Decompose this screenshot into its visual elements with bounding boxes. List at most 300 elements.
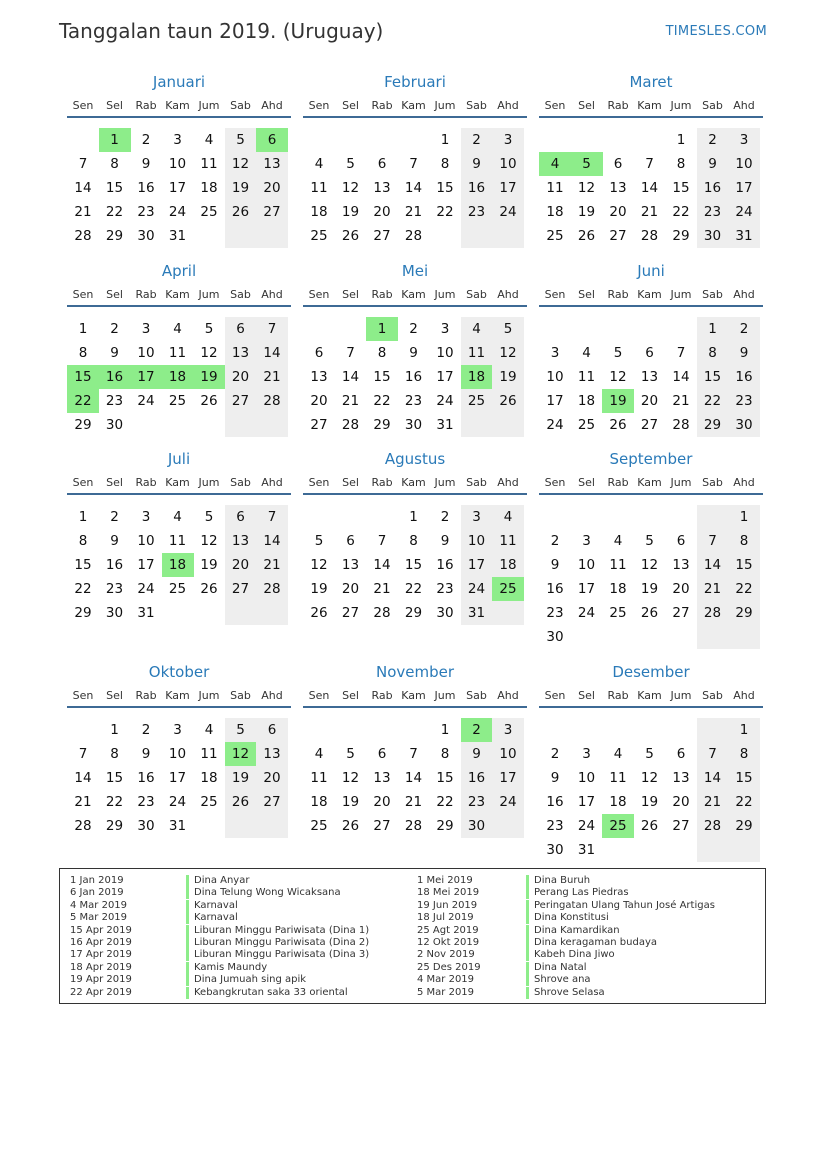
weekday-header: Sab	[466, 689, 487, 702]
brand-link[interactable]: TIMESLES.COM	[665, 24, 767, 39]
day-cell: 18	[310, 794, 328, 810]
legend-date: 18 Jul 2019	[417, 912, 474, 924]
weekday-header: Ahd	[261, 689, 283, 702]
day-cell: 12	[200, 345, 218, 361]
day-cell: 6	[256, 718, 288, 742]
day-cell: 12	[341, 180, 360, 196]
day-cell: 20	[256, 766, 288, 790]
legend-color-marker	[526, 887, 529, 899]
day-cell: 9	[550, 557, 560, 573]
day-cell: 4	[613, 746, 623, 762]
day-cell: 22	[728, 790, 760, 814]
day-cell: 3	[492, 128, 524, 152]
legend-date: 17 Apr 2019	[70, 949, 132, 961]
weekday-header: Sen	[72, 476, 94, 489]
legend-holiday-name: Dina Kamardikan	[534, 924, 620, 936]
holiday-day-cell: 22	[67, 389, 99, 413]
empty-cell	[571, 505, 603, 529]
holiday-day-cell: 25	[492, 577, 524, 601]
day-cell: 7	[346, 345, 355, 361]
weekday-header: Kam	[401, 689, 426, 702]
day-cell: 2	[141, 132, 151, 148]
empty-cell	[634, 317, 666, 341]
day-cell: 6	[346, 533, 355, 549]
day-cell: 5	[204, 321, 214, 337]
legend-color-marker	[186, 900, 189, 912]
empty-cell	[398, 128, 430, 152]
day-cell: 10	[492, 152, 524, 176]
day-cell: 1	[697, 317, 729, 341]
weekday-header: Sab	[702, 476, 723, 489]
weekday-header: Ahd	[497, 689, 519, 702]
empty-cell	[602, 317, 634, 341]
day-cell: 13	[672, 770, 690, 786]
weekday-header: Ahd	[733, 689, 755, 702]
empty-cell	[492, 224, 524, 248]
day-cell: 20	[672, 581, 690, 597]
legend-holiday-name: Kabeh Dina Jiwo	[534, 949, 615, 961]
day-cell: 1	[78, 509, 88, 525]
empty-cell	[539, 128, 571, 152]
weekday-header: Sab	[466, 476, 487, 489]
day-cell: 26	[341, 228, 360, 244]
legend-date: 1 Mei 2019	[417, 875, 473, 886]
day-cell: 31	[168, 818, 187, 834]
day-cell: 24	[461, 577, 493, 601]
day-cell: 6	[225, 505, 257, 529]
day-cell: 19	[200, 557, 218, 573]
day-cell: 18	[577, 393, 596, 409]
empty-cell	[602, 128, 634, 152]
weekday-header: Sen	[308, 288, 330, 301]
day-cell: 23	[105, 393, 124, 409]
day-cell: 5	[314, 533, 324, 549]
legend-holiday-name: Perang Las Piedras	[534, 887, 629, 899]
day-cell: 24	[137, 393, 155, 409]
day-cell: 27	[310, 417, 328, 433]
day-cell: 20	[672, 794, 690, 810]
day-cell: 26	[225, 200, 257, 224]
day-cell: 3	[582, 746, 591, 762]
day-cell: 22	[436, 794, 454, 810]
legend-date: 4 Mar 2019	[417, 974, 475, 986]
empty-cell	[634, 505, 666, 529]
day-cell: 12	[310, 557, 328, 573]
day-cell: 16	[461, 766, 493, 790]
day-cell: 31	[577, 842, 596, 858]
day-cell: 28	[341, 417, 360, 433]
month-name: Februari	[384, 73, 446, 91]
day-cell: 22	[404, 581, 423, 597]
day-cell: 19	[492, 365, 524, 389]
day-cell: 21	[640, 204, 659, 220]
legend-date: 18 Apr 2019	[70, 961, 132, 973]
day-cell: 30	[105, 605, 124, 621]
weekday-header: Kam	[165, 476, 190, 489]
weekday-header: Sen	[544, 689, 566, 702]
empty-cell	[665, 718, 697, 742]
day-cell: 4	[173, 321, 182, 337]
weekday-header: Jum	[198, 689, 220, 702]
day-cell: 30	[137, 818, 155, 834]
day-cell: 20	[225, 365, 257, 389]
day-cell: 3	[440, 321, 450, 337]
day-cell: 13	[672, 557, 690, 573]
day-cell: 15	[436, 180, 454, 196]
day-cell: 17	[728, 176, 760, 200]
weekday-header: Ahd	[733, 99, 755, 112]
day-cell: 7	[676, 345, 686, 361]
day-cell: 23	[728, 389, 760, 413]
weekday-header: Kam	[637, 288, 662, 301]
day-cell: 25	[546, 228, 564, 244]
weekday-header: Rab	[135, 476, 157, 489]
empty-cell	[303, 505, 335, 529]
day-cell: 16	[404, 369, 423, 385]
legend-holiday-name: Shrove Selasa	[534, 986, 605, 998]
day-cell: 15	[74, 557, 92, 573]
day-cell: 16	[137, 770, 155, 786]
day-cell: 24	[168, 794, 187, 810]
empty-cell	[225, 814, 257, 838]
holiday-day-cell: 17	[130, 365, 162, 389]
day-cell: 27	[225, 577, 257, 601]
weekday-header: Sab	[230, 288, 251, 301]
weekday-header: Sel	[578, 99, 595, 112]
day-cell: 15	[373, 369, 391, 385]
day-cell: 2	[141, 722, 151, 738]
day-cell: 11	[609, 557, 627, 573]
day-cell: 18	[492, 553, 524, 577]
day-cell: 13	[640, 369, 659, 385]
day-cell: 27	[341, 605, 360, 621]
day-cell: 6	[377, 746, 387, 762]
legend-color-marker	[526, 912, 529, 924]
day-cell: 14	[404, 180, 423, 196]
legend-color-marker	[186, 925, 189, 937]
weekday-header: Sab	[466, 288, 487, 301]
day-cell: 17	[546, 393, 564, 409]
weekday-header: Sab	[702, 99, 723, 112]
day-cell: 19	[310, 581, 328, 597]
day-cell: 4	[582, 345, 591, 361]
legend-date: 1 Jan 2019	[70, 875, 124, 886]
day-cell: 19	[341, 794, 360, 810]
day-cell: 20	[609, 204, 627, 220]
empty-cell	[665, 838, 697, 862]
empty-cell	[335, 317, 367, 341]
day-cell: 13	[225, 529, 257, 553]
day-cell: 26	[640, 818, 659, 834]
legend-color-marker	[186, 987, 189, 999]
holiday-day-cell: 19	[193, 365, 225, 389]
legend-date: 6 Jan 2019	[70, 887, 124, 899]
day-cell: 1	[110, 722, 119, 738]
day-cell: 7	[377, 533, 387, 549]
day-cell: 10	[168, 156, 187, 172]
empty-cell	[602, 625, 634, 649]
weekday-header: Sel	[342, 476, 359, 489]
day-cell: 9	[110, 533, 119, 549]
day-cell: 9	[697, 152, 729, 176]
empty-cell	[193, 224, 225, 248]
empty-cell	[461, 413, 493, 437]
day-cell: 22	[373, 393, 391, 409]
day-cell: 22	[105, 794, 124, 810]
day-cell: 17	[436, 369, 454, 385]
header-rule	[67, 706, 291, 708]
legend-date: 5 Mar 2019	[417, 986, 475, 998]
weekday-header: Jum	[434, 689, 456, 702]
day-cell: 13	[310, 369, 328, 385]
day-cell: 20	[341, 581, 360, 597]
holiday-day-cell: 18	[162, 365, 194, 389]
empty-cell	[634, 128, 666, 152]
holiday-day-cell: 16	[99, 365, 131, 389]
day-cell: 16	[137, 180, 155, 196]
day-cell: 6	[314, 345, 324, 361]
day-cell: 7	[409, 156, 418, 172]
legend-date: 18 Mei 2019	[417, 887, 480, 899]
day-cell: 21	[697, 790, 729, 814]
legend-color-marker	[526, 875, 529, 887]
legend-holiday-name: Kebangkrutan saka 33 oriental	[194, 986, 348, 998]
weekday-header: Sen	[72, 288, 94, 301]
day-cell: 3	[492, 718, 524, 742]
day-cell: 22	[672, 204, 690, 220]
day-cell: 7	[645, 156, 654, 172]
day-cell: 21	[341, 393, 360, 409]
day-cell: 10	[546, 369, 564, 385]
weekday-header: Jum	[198, 99, 220, 112]
legend-date: 19 Apr 2019	[70, 974, 132, 986]
day-cell: 29	[436, 818, 454, 834]
weekday-header: Kam	[401, 99, 426, 112]
empty-cell	[162, 413, 194, 437]
empty-cell	[193, 814, 225, 838]
day-cell: 6	[645, 345, 654, 361]
day-cell: 16	[546, 794, 564, 810]
day-cell: 12	[200, 533, 218, 549]
holiday-day-cell: 18	[162, 553, 194, 577]
day-cell: 5	[225, 128, 257, 152]
day-cell: 11	[492, 529, 524, 553]
day-cell: 2	[110, 509, 119, 525]
legend-date: 12 Okt 2019	[417, 937, 480, 948]
day-cell: 18	[609, 794, 627, 810]
day-cell: 6	[676, 746, 686, 762]
day-cell: 8	[78, 345, 88, 361]
legend-holiday-name: Dina Natal	[534, 961, 587, 973]
day-cell: 9	[409, 345, 418, 361]
day-cell: 8	[409, 533, 418, 549]
weekday-header: Ahd	[261, 476, 283, 489]
day-cell: 20	[310, 393, 328, 409]
empty-cell	[728, 625, 760, 649]
day-cell: 29	[404, 605, 423, 621]
day-cell: 28	[697, 814, 729, 838]
weekday-header: Sab	[466, 99, 487, 112]
day-cell: 23	[461, 200, 493, 224]
day-cell: 14	[256, 341, 288, 365]
day-cell: 14	[373, 557, 391, 573]
day-cell: 28	[74, 228, 92, 244]
day-cell: 28	[697, 601, 729, 625]
day-cell: 14	[404, 770, 423, 786]
holiday-day-cell: 6	[256, 128, 288, 152]
day-cell: 4	[314, 746, 324, 762]
day-cell: 11	[200, 156, 218, 172]
day-cell: 27	[609, 228, 627, 244]
weekday-header: Jum	[434, 288, 456, 301]
day-cell: 9	[550, 770, 560, 786]
day-cell: 9	[461, 742, 493, 766]
day-cell: 15	[672, 180, 690, 196]
weekday-header: Kam	[637, 476, 662, 489]
day-cell: 25	[310, 228, 328, 244]
day-cell: 29	[74, 605, 92, 621]
empty-cell	[256, 601, 288, 625]
header-rule	[539, 706, 763, 708]
day-cell: 20	[256, 176, 288, 200]
day-cell: 8	[377, 345, 387, 361]
month-name: Oktober	[148, 663, 210, 681]
day-cell: 29	[672, 228, 690, 244]
weekday-header: Sel	[342, 288, 359, 301]
empty-cell	[634, 718, 666, 742]
empty-cell	[225, 224, 257, 248]
empty-cell	[225, 601, 257, 625]
day-cell: 23	[461, 790, 493, 814]
day-cell: 19	[577, 204, 596, 220]
day-cell: 3	[141, 509, 151, 525]
weekday-header: Rab	[371, 476, 393, 489]
day-cell: 20	[373, 794, 391, 810]
header-rule	[67, 116, 291, 118]
day-cell: 11	[200, 746, 218, 762]
day-cell: 16	[105, 557, 124, 573]
weekday-header: Kam	[637, 689, 662, 702]
day-cell: 29	[373, 417, 391, 433]
day-cell: 6	[613, 156, 623, 172]
day-cell: 10	[577, 557, 596, 573]
day-cell: 11	[310, 180, 328, 196]
day-cell: 14	[672, 369, 690, 385]
day-cell: 5	[346, 156, 355, 172]
day-cell: 18	[200, 180, 218, 196]
weekday-header: Jum	[670, 99, 692, 112]
legend-color-marker	[526, 949, 529, 961]
legend-color-marker	[186, 937, 189, 949]
day-cell: 26	[341, 818, 360, 834]
day-cell: 15	[105, 770, 124, 786]
day-cell: 21	[256, 553, 288, 577]
day-cell: 17	[577, 794, 596, 810]
weekday-header: Jum	[670, 689, 692, 702]
day-cell: 5	[204, 509, 214, 525]
day-cell: 11	[609, 770, 627, 786]
day-cell: 30	[546, 629, 564, 645]
month-name: April	[161, 262, 197, 280]
weekday-header: Sab	[702, 689, 723, 702]
day-cell: 3	[173, 132, 182, 148]
day-cell: 14	[74, 180, 92, 196]
empty-cell	[193, 601, 225, 625]
day-cell: 23	[436, 581, 454, 597]
empty-cell	[193, 413, 225, 437]
day-cell: 7	[697, 529, 729, 553]
legend-holiday-name: Shrove ana	[534, 974, 591, 986]
day-cell: 8	[440, 156, 450, 172]
legend-date: 4 Mar 2019	[70, 899, 128, 911]
empty-cell	[602, 718, 634, 742]
day-cell: 21	[74, 794, 92, 810]
day-cell: 15	[728, 766, 760, 790]
day-cell: 11	[168, 345, 187, 361]
day-cell: 9	[141, 746, 151, 762]
empty-cell	[492, 601, 524, 625]
empty-cell	[303, 317, 335, 341]
holiday-day-cell: 5	[571, 152, 603, 176]
weekday-header: Kam	[637, 99, 662, 112]
day-cell: 22	[105, 204, 124, 220]
day-cell: 9	[440, 533, 450, 549]
day-cell: 8	[110, 156, 119, 172]
weekday-header: Sab	[230, 99, 251, 112]
empty-cell	[634, 625, 666, 649]
legend-color-marker	[526, 987, 529, 999]
day-cell: 2	[110, 321, 119, 337]
day-cell: 23	[404, 393, 423, 409]
legend-color-marker	[526, 974, 529, 986]
day-cell: 6	[676, 533, 686, 549]
day-cell: 10	[577, 770, 596, 786]
day-cell: 27	[256, 790, 288, 814]
day-cell: 28	[74, 818, 92, 834]
day-cell: 24	[577, 818, 596, 834]
weekday-header: Rab	[371, 99, 393, 112]
weekday-header: Ahd	[261, 99, 283, 112]
day-cell: 6	[377, 156, 387, 172]
day-cell: 28	[404, 228, 423, 244]
legend-date: 25 Des 2019	[417, 961, 481, 973]
day-cell: 2	[550, 533, 560, 549]
legend-holiday-name: Liburan Minggu Pariwisata (Dina 2)	[194, 937, 370, 948]
day-cell: 13	[225, 341, 257, 365]
day-cell: 30	[728, 413, 760, 437]
day-cell: 19	[640, 794, 659, 810]
empty-cell	[303, 718, 335, 742]
day-cell: 31	[168, 228, 187, 244]
empty-cell	[602, 505, 634, 529]
empty-cell	[571, 625, 603, 649]
empty-cell	[697, 625, 729, 649]
legend-color-marker	[526, 937, 529, 949]
day-cell: 4	[461, 317, 493, 341]
day-cell: 19	[225, 766, 257, 790]
legend-holiday-name: Dina Buruh	[534, 875, 591, 886]
day-cell: 27	[672, 605, 690, 621]
holiday-day-cell: 4	[539, 152, 571, 176]
day-cell: 4	[314, 156, 324, 172]
day-cell: 7	[78, 156, 88, 172]
legend-color-marker	[186, 962, 189, 974]
day-cell: 19	[640, 581, 659, 597]
day-cell: 18	[609, 581, 627, 597]
day-cell: 12	[225, 152, 257, 176]
day-cell: 1	[728, 718, 760, 742]
weekday-header: Rab	[371, 288, 393, 301]
